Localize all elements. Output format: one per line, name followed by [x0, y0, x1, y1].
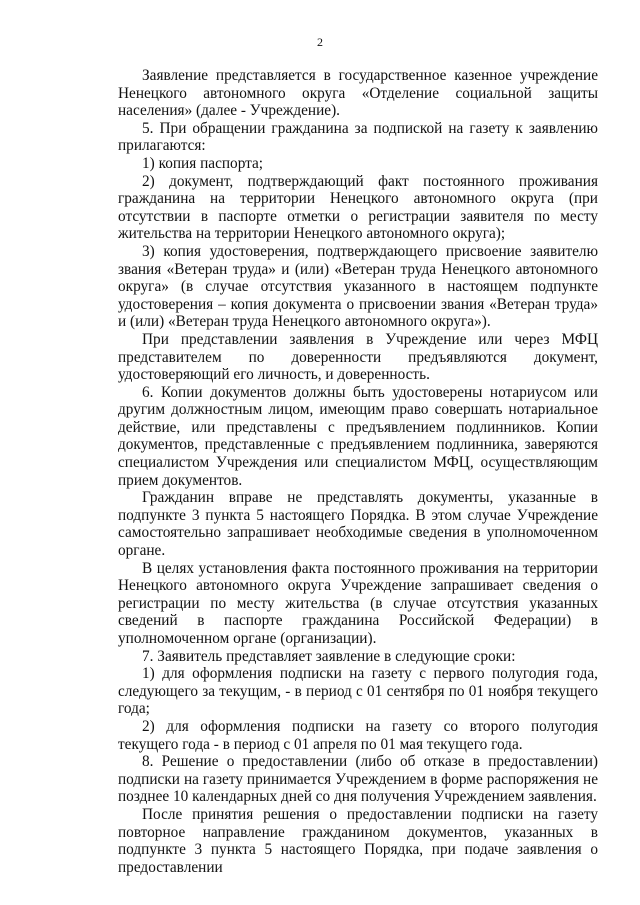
paragraph: 5. При обращении гражданина за подпиской на газету к заявлению прилагаются: [118, 119, 598, 155]
paragraph: В целях установления факта постоянного проживания на территории Ненецкого автономного округа Учреждение запрашивает сведения о регистрации по месту жительства (в случае отсутствия указанных сведений в паспорте гражданина Российской Федерации) в уполномоченном органе (организации). [118, 559, 598, 647]
paragraph: 1) копия паспорта; [142, 154, 264, 172]
document-body [118, 67, 598, 876]
paragraph: 1) для оформления подписки на газету с первого полугодия года, следующего за текущим, - в период с 01 сентября по 01 ноября текущего года; [118, 665, 598, 718]
paragraph: 3) копия удостоверения, подтверждающего присвоение заявителю звания «Ветеран труда» и (или) «Ветеран труда Ненецкого автономного округа» (в случае отсутствия указанного в настоящем подпункте удостоверения – копия документа о присвоении звания «Ветеран труда» и (или) «Ветеран труда Ненецкого автономного округа»). [118, 242, 598, 331]
paragraph: 2) для оформления подписки на газету со второго полугодия текущего года - в период с 01 апреля по 01 мая текущего года. [118, 717, 598, 753]
paragraph: 8. Решение о предоставлении (либо об отказе в предоставлении) подписки на газету принимается Учреждением в форме распоряжения не позднее 10 календарных дней со дня получения Учреждением заявления. [118, 753, 598, 806]
page-number: 2 [317, 35, 323, 49]
paragraph: После принятия решения о предоставлении подписки на газету повторное направление гражданином документов, указанных в подпункте 3 пункта 5 настоящего Порядка, при подаче заявления о предоставлении [118, 805, 598, 876]
paragraph: 2) документ, подтверждающий факт постоянного проживания гражданина на территории Ненецкого автономного округа (при отсутствии в паспорте отметки о регистрации заявителя по месту жительства на территории Ненецкого автономного округа); [118, 172, 598, 243]
paragraph: Заявление представляется в государственное казенное учреждение Ненецкого автономного округа «Отделение социальной защиты населения» (далее - Учреждение). [118, 67, 598, 120]
paragraph: 6. Копии документов должны быть удостоверены нотариусом или другим должностным лицом, имеющим право совершать нотариальное действие, или представлены с предъявлением подлинников. Копии документов, представленные с предъявлением подлинника, заверяются специалистом Учреждения или специалистом МФЦ, осуществляющим прием документов. [118, 383, 598, 489]
paragraph: Гражданин вправе не представлять документы, указанные в подпункте 3 пункта 5 настоящего Порядка. В этом случае Учреждение самостоятельно запрашивает необходимые сведения в уполномоченном органе. [118, 489, 598, 560]
paragraph: При представлении заявления в Учреждение или через МФЦ представителем по доверенности предъявляются документ, удостоверяющий его личность, и доверенность. [118, 330, 598, 384]
paragraph: 7. Заявитель представляет заявление в следующие сроки: [142, 647, 516, 665]
